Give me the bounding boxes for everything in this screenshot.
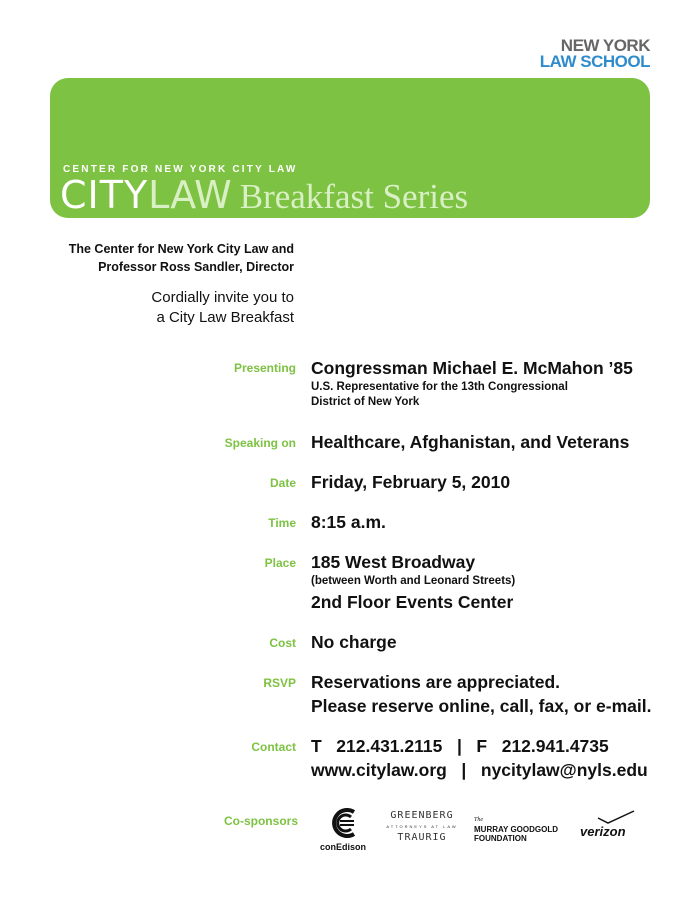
label-place: Place [264,556,296,570]
logo-line1: NEW YORK [560,36,650,55]
value-cost: No charge [311,632,397,652]
place-line2: (between Worth and Leonard Streets) [311,575,516,587]
greenberg-bottom: TRAURIG [397,832,447,843]
place-line3: 2nd Floor Events Center [311,592,514,612]
invite-line2: a City Law Breakfast [156,309,294,326]
verizon-check-icon [578,810,636,824]
logo-line2: LAW SCHOOL [539,52,650,71]
nyls-logo [540,38,650,70]
conedison-icon [326,808,360,838]
invite-line1: Cordially invite you to [151,289,294,306]
label-contact: Contact [251,740,296,754]
value-place [311,550,515,614]
conedison-text: conEdison [319,842,366,852]
label-date: Date [269,476,296,490]
banner-law: LAW [148,173,232,217]
conedison-logo [316,808,370,852]
host-line2: Professor Ross Sandler, Director [98,260,294,274]
greenberg-top: GREENBERG [390,810,454,821]
value-contact [311,734,648,782]
cosponsors [0,810,700,860]
host-text [69,240,294,276]
value-presenting [311,356,633,410]
greenberg-logo [382,810,462,843]
label-cost: Cost [269,636,296,650]
verizon-text: verizon [580,824,626,839]
rsvp-line2: Please reserve online, call, fax, or e-mail. [311,696,652,716]
label-speaking: Speaking on [224,436,296,450]
murray-goodgold-logo [474,816,564,843]
murray-the: The [474,817,483,823]
value-date: Friday, February 5, 2010 [311,472,511,492]
greenberg-mid: ATTORNEYS AT LAW [386,824,458,829]
label-presenting: Presenting [233,361,296,375]
value-speaking: Healthcare, Afghanistan, and Veterans [311,432,630,452]
presenter-name: Congressman Michael E. McMahon ’85 [311,358,633,378]
murray-line2: FOUNDATION [474,834,527,843]
contact-phone-fax: T 212.431.2115 | F 212.941.4735 [311,736,609,756]
presenter-desc2: District of New York [311,396,420,408]
rsvp-line1: Reservations are appreciated. [311,672,561,692]
host-line1: The Center for New York City Law and [68,242,294,256]
place-line1: 185 West Broadway [311,552,476,572]
contact-web-email: www.citylaw.org | nycitylaw@nyls.edu [311,760,648,780]
value-time: 8:15 a.m. [311,512,386,532]
banner-series: Breakfast Series [239,177,469,216]
presenter-desc1: U.S. Representative for the 13th Congressional [311,381,568,393]
label-cosponsors: Co-sponsors [223,814,298,828]
murray-line1: MURRAY GOODGOLD [474,825,559,834]
label-rsvp: RSVP [263,676,296,690]
verizon-logo [578,810,638,850]
banner-city: CITY [60,173,149,217]
banner-subtitle: CENTER FOR NEW YORK CITY LAW [63,164,298,175]
value-rsvp [311,670,651,718]
banner-title [60,175,468,218]
invite-text [151,288,294,328]
label-time: Time [268,516,296,530]
citylaw-banner [50,78,650,218]
